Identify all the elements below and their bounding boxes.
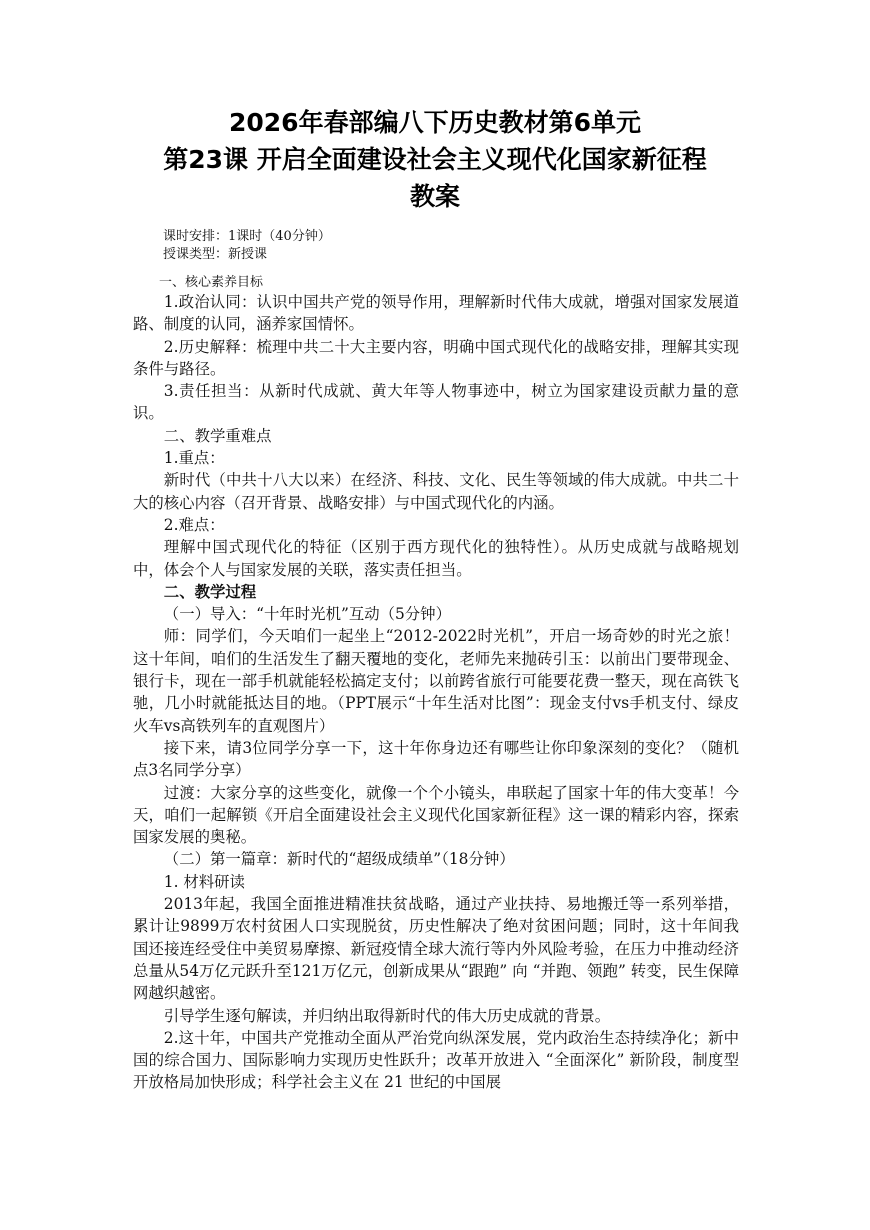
lesson-schedule: 课时安排：1课时（40分钟） <box>163 229 331 244</box>
paragraph: 2.历史解释：梳理中共二十大主要内容，明确中国式现代化的战略安排，理解其实现条件与路径。 <box>133 337 739 378</box>
subsection-heading: （一）导入：“十年时光机”互动（5分钟） <box>163 605 451 624</box>
paragraph: 2.难点： <box>163 515 225 534</box>
section-heading: 二、教学重难点 <box>163 426 272 445</box>
paragraph: 过渡：大家分享的这些变化，就像一个个小镜头，串联起了国家十年的伟大变革！今天，咱们一起解锁《开启全面建设社会主义现代化国家新征程》这一课的精彩内容，探索国家发展的奥秘。 <box>133 783 739 847</box>
paragraph: 引导学生逐句解读，并归纳出取得新时代的伟大历史成就的背景。 <box>163 1006 611 1025</box>
title-line-1: 2026年春部编八下历史教材第6单元 <box>229 108 641 137</box>
paragraph: 2.这十年，中国共产党推动全面从严治党向纵深发展，党内政治生态持续净化；新中国的综合国力、国际影响力实现历史性跃升；改革开放进入 “全面深化” 新阶段，制度型开放格局加快形成；科学社会主义在 21 世纪的中国展 <box>133 1028 739 1092</box>
paragraph: 2013年起，我国全面推进精准扶贫战略，通过产业扶持、易地搬迁等一系列举措，累计让9899万农村贫困人口实现脱贫，历史性解决了绝对贫困问题；同时，这十年间我国还接连经受住中美贸易摩擦、新冠疫情全球大流行等内外风险考验，在压力中推动经济总量从54万亿元跃升至121万亿元，创新成果从“跟跑” 向 “并跑、领跑” 转变，民生保障网越织越密。 <box>133 895 739 1003</box>
paragraph: 师：同学们，今天咱们一起坐上“2012-2022时光机”，开启一场奇妙的时光之旅！这十年间，咱们的生活发生了翻天覆地的变化，老师先来抛砖引玉：以前出门要带现金、银行卡，现在一部手机就能轻松搞定支付；以前跨省旅行可能要花费一整天，现在高铁飞驰，几小时就能抵达目的地。（PPT展示“十年生活对比图”：现金支付vs手机支付、绿皮火车vs高铁列车的直观图片） <box>133 627 739 735</box>
paragraph: 1.政治认同：认识中国共产党的领导作用，理解新时代伟大成就，增强对国家发展道路、制度的认同，涵养家国情怀。 <box>133 293 739 334</box>
paragraph: 新时代（中共十八大以来）在经济、科技、文化、民生等领域的伟大成就。中共二十大的核心内容（召开背景、战略安排）与中国式现代化的内涵。 <box>133 471 739 512</box>
title-line-3: 教案 <box>409 182 460 211</box>
paragraph: 理解中国式现代化的特征（区别于西方现代化的独特性）。从历史成就与战略规划中，体会个人与国家发展的关联，落实责任担当。 <box>133 538 739 579</box>
paragraph: 1.重点： <box>163 449 225 468</box>
section-heading: 二、教学过程 <box>163 582 257 601</box>
paragraph: 1. 材料研读 <box>163 872 245 891</box>
section-heading: 一、核心素养目标 <box>159 275 264 290</box>
paragraph: 3.责任担当：从新时代成就、黄大年等人物事迹中，树立为国家建设贡献力量的意识。 <box>133 382 739 423</box>
lesson-type: 授课类型：新授课 <box>163 247 268 262</box>
subsection-heading: （二）第一篇章：新时代的“超级成绩单”（18分钟） <box>163 850 515 869</box>
lesson-body <box>133 275 739 1094</box>
lesson-meta <box>163 228 331 264</box>
document-title <box>0 104 870 215</box>
title-line-2: 第23课 开启全面建设社会主义现代化国家新征程 <box>163 145 707 174</box>
paragraph: 接下来，请3位同学分享一下，这十年你身边还有哪些让你印象深刻的变化？（随机点3名同学分享） <box>133 738 739 780</box>
